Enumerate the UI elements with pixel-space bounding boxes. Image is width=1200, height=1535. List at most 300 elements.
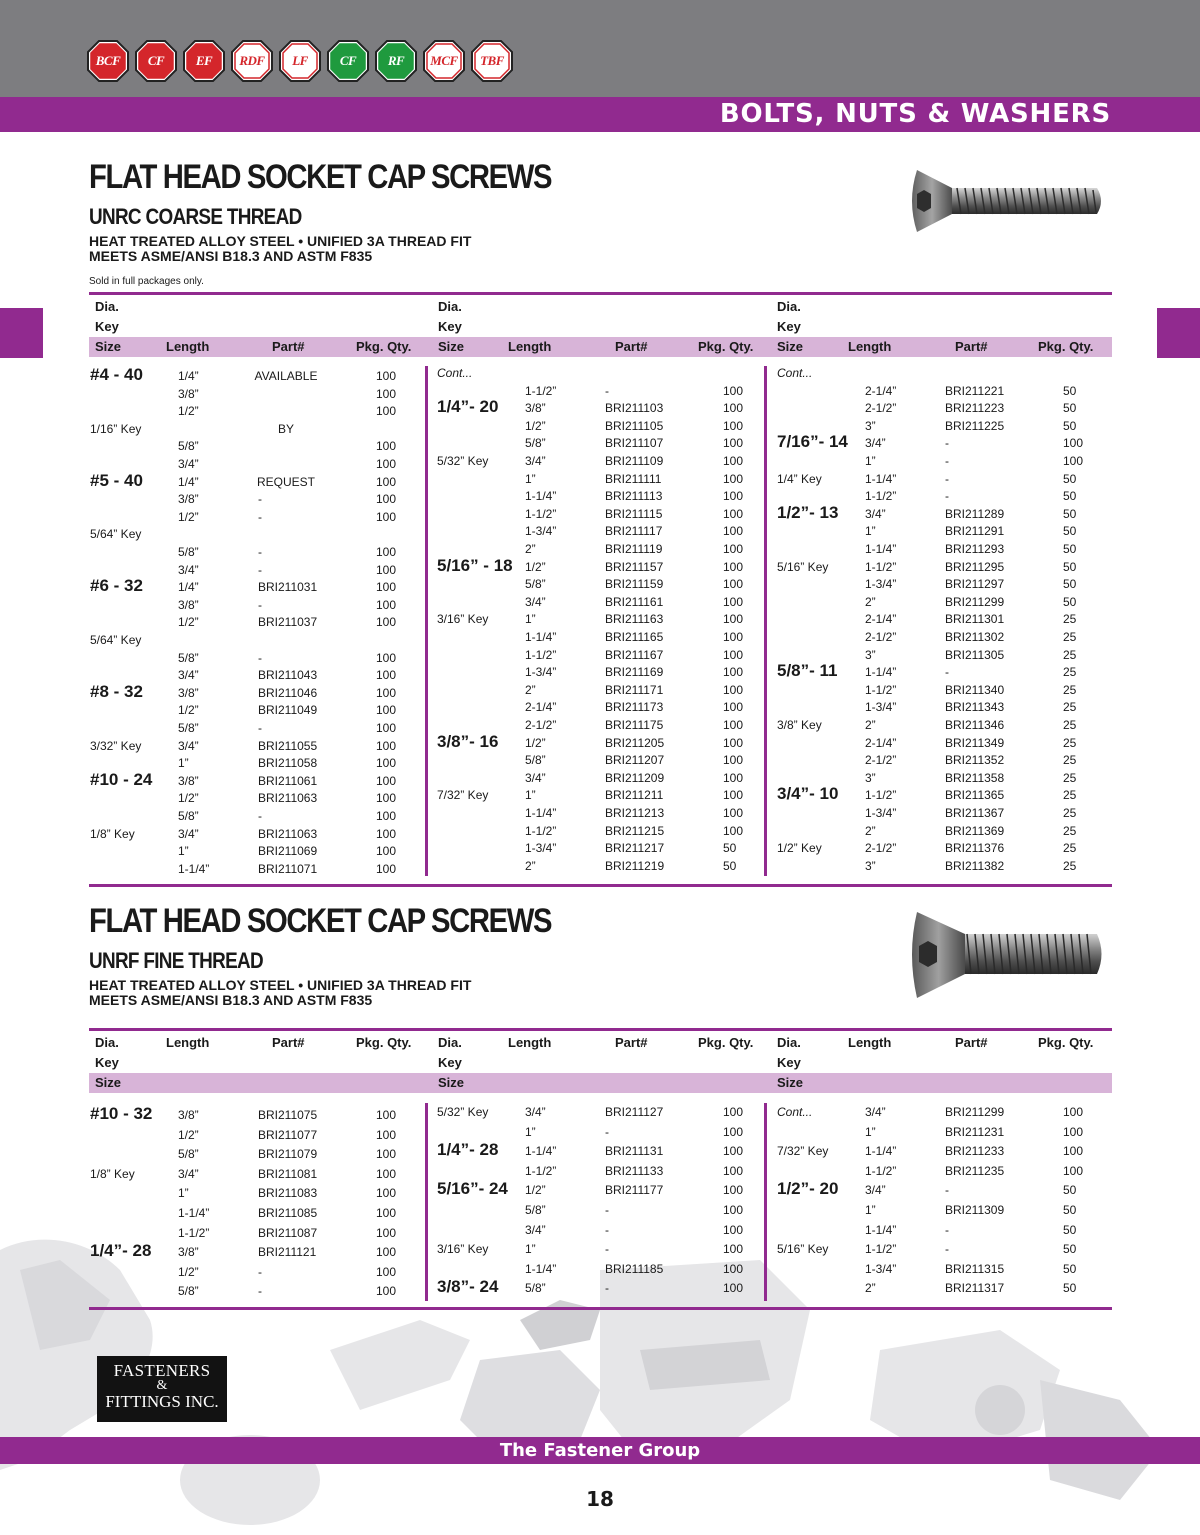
pkg-qty-cell: 50 (1063, 506, 1077, 521)
length-cell: 1-1/4” (865, 1144, 897, 1159)
length-cell: 2-1/4” (865, 612, 897, 627)
length-cell: 3/4” (865, 436, 886, 451)
length-cell: 2-1/2” (865, 753, 897, 768)
length-cell: 2-1/2” (865, 841, 897, 856)
dia-cell: 3/8”- 24 (437, 1277, 499, 1297)
pkg-qty-cell: 100 (376, 791, 397, 806)
length-cell: 3/8” (178, 386, 199, 401)
length-cell: 1-1/4” (525, 806, 557, 820)
pkg-qty-cell: 50 (1063, 1183, 1077, 1198)
pkg-qty-cell: 100 (723, 630, 744, 644)
part-number-cell: BRI211305 (945, 647, 1005, 662)
header-pkg-qty: Pkg. Qty. (698, 339, 754, 354)
pkg-qty-cell: 25 (1063, 735, 1077, 750)
part-number-cell: BRI211213 (605, 806, 665, 820)
length-cell: 5/8” (178, 1284, 199, 1299)
part-number-cell: BRI211167 (605, 647, 664, 662)
category-band (0, 97, 1200, 132)
part-number-cell: BRI211177 (605, 1183, 664, 1198)
part-number-cell: BRI211317 (945, 1281, 1005, 1296)
dia-cell: Cont... (437, 366, 473, 380)
pkg-qty-cell: 100 (376, 580, 397, 595)
dia-cell: 1/8” Key (90, 1166, 135, 1181)
length-cell: 1-1/2” (865, 1163, 897, 1178)
pkg-qty-cell: 100 (723, 383, 744, 398)
length-cell: 1-1/4” (525, 1144, 557, 1159)
pkg-qty-cell: 100 (723, 489, 744, 504)
part-number-cell: BRI211365 (945, 788, 1005, 803)
length-cell: 1-1/2” (525, 383, 557, 398)
pkg-qty-cell: 100 (723, 612, 744, 627)
pkg-qty-cell: 100 (723, 454, 744, 468)
part-number-cell: BRI211161 (605, 594, 664, 609)
length-cell: 5/8” (178, 809, 199, 823)
length-cell: 5/8” (178, 1147, 199, 1162)
pkg-qty-cell: 100 (376, 756, 397, 771)
header-pkg-qty: Pkg. Qty. (698, 1035, 754, 1050)
dia-cell: Cont... (777, 366, 813, 380)
company-logo-line-3: FITTINGS INC. (105, 1392, 219, 1411)
dia-cell: 5/16” Key (777, 559, 829, 574)
part-number-cell: BRI211207 (605, 753, 665, 768)
pkg-qty-cell: 100 (723, 700, 744, 715)
part-number-cell: - (258, 492, 262, 507)
length-cell: 1” (525, 788, 536, 803)
dia-cell: #6 - 32 (90, 576, 143, 596)
header-dia: Dia. (438, 1035, 462, 1050)
length-cell: 1” (178, 756, 189, 771)
brand-logo-text: TBF (480, 53, 504, 68)
brand-logo-badge (230, 39, 274, 83)
length-cell: 1/2” (178, 1264, 199, 1279)
pkg-qty-cell: 100 (723, 1242, 744, 1257)
header-dia: Dia. (95, 299, 119, 314)
dia-cell: 3/8” Key (777, 718, 822, 732)
part-number-cell: BRI211081 (258, 1166, 318, 1181)
length-cell: 1/4” (178, 369, 199, 383)
part-number-cell: BRI211291 (945, 524, 1005, 539)
header-dia: Dia. (777, 299, 801, 314)
length-cell: 1” (525, 471, 536, 486)
header-size: Size (95, 1075, 122, 1090)
fine-top-rule (89, 1028, 1112, 1031)
length-cell: 2” (865, 823, 876, 838)
pkg-qty-cell: 25 (1063, 630, 1077, 644)
part-number-cell: - (258, 562, 262, 577)
length-cell: 5/8” (178, 721, 199, 735)
dia-cell: Cont... (777, 1105, 813, 1119)
length-cell: 1-1/4” (865, 1222, 897, 1237)
length-cell: 1-3/4” (525, 841, 557, 856)
part-number-cell: - (605, 1281, 609, 1296)
pkg-qty-cell: 100 (723, 1281, 744, 1296)
part-number-cell: BRI211103 (605, 401, 664, 416)
category-title: BOLTS, NUTS & WASHERS (719, 99, 1111, 129)
pkg-qty-cell: 100 (1063, 436, 1084, 451)
part-number-cell: BRI211309 (945, 1203, 1005, 1217)
length-cell: 3/4” (525, 454, 546, 468)
part-number-cell: BRI211346 (945, 718, 1005, 732)
length-cell: 1-3/4” (865, 577, 897, 592)
part-number-cell: BRI211233 (945, 1144, 1005, 1159)
part-number-cell: BRI211217 (605, 841, 665, 856)
part-number-cell: BRI211299 (945, 594, 1005, 609)
pkg-qty-cell: 25 (1063, 770, 1077, 785)
dia-cell: 5/16”- 24 (437, 1179, 508, 1199)
length-cell: 2” (865, 1281, 876, 1296)
length-cell: 1-1/4” (865, 471, 897, 486)
part-number-cell: BRI211063 (258, 826, 318, 841)
pkg-qty-cell: 100 (376, 703, 397, 718)
header-part: Part# (955, 1035, 988, 1050)
pkg-qty-cell: 100 (376, 1127, 397, 1142)
part-number-cell: BRI211105 (605, 418, 664, 433)
pkg-qty-cell: 100 (376, 545, 397, 559)
part-number-cell: - (945, 1222, 949, 1237)
part-number-cell: BRI211165 (605, 630, 664, 644)
part-number-cell: - (605, 1222, 609, 1237)
length-cell: 5/8” (525, 1281, 546, 1296)
part-number-cell: - (258, 509, 262, 524)
dia-cell: 1/2”- 20 (777, 1179, 839, 1199)
pkg-qty-cell: 100 (723, 1222, 744, 1237)
length-cell: 1-1/2” (865, 682, 897, 697)
flat-head-screw-image (907, 910, 1107, 1000)
brand-logo-badge (326, 39, 370, 83)
length-cell: 1-1/2” (525, 1163, 557, 1178)
fine-section-subtitle: UNRF FINE THREAD (89, 948, 263, 973)
length-cell: 1-1/4” (178, 1206, 210, 1220)
part-number-cell: - (605, 1124, 609, 1139)
dia-cell: 1/2”- 13 (777, 502, 839, 522)
length-cell: 3/8” (178, 1108, 199, 1122)
part-number-cell: BRI211131 (605, 1144, 664, 1159)
header-key: Key (95, 319, 119, 334)
pkg-qty-cell: 100 (376, 509, 397, 524)
header-part: Part# (615, 1035, 648, 1050)
coarse-bottom-rule (89, 884, 1112, 887)
length-cell: 3/4” (865, 1105, 886, 1119)
length-cell: 5/8” (525, 436, 546, 451)
length-cell: 3/4” (178, 826, 199, 841)
part-number-cell: BRI211117 (605, 524, 663, 539)
header-pkg-qty: Pkg. Qty. (1038, 1035, 1094, 1050)
dia-cell: 3/8”- 16 (437, 731, 499, 751)
part-number-cell: BRI211211 (605, 788, 664, 803)
pkg-qty-cell: 50 (1063, 1222, 1077, 1237)
pkg-qty-cell: 100 (723, 1261, 744, 1276)
length-cell: 5/8” (525, 1203, 546, 1217)
part-number-cell: - (605, 1242, 609, 1257)
length-cell: 3/8” (178, 1245, 199, 1260)
part-number-cell: BRI211369 (945, 823, 1005, 838)
part-number-cell: - (258, 545, 262, 559)
header-size: Size (777, 339, 804, 354)
pkg-qty-cell: 100 (376, 386, 397, 401)
pkg-qty-cell: 50 (1063, 559, 1077, 574)
part-number-cell: BRI211061 (258, 773, 318, 788)
part-number-cell: BRI211302 (945, 630, 1005, 644)
length-cell: 1-1/2” (525, 506, 557, 521)
company-logo (97, 1356, 227, 1422)
pkg-qty-cell: 100 (376, 404, 397, 419)
length-cell: 3/4” (178, 738, 199, 753)
part-number-cell: - (258, 809, 262, 823)
part-number-cell: - (945, 1183, 949, 1198)
pkg-qty-cell: 25 (1063, 665, 1077, 680)
coarse-section-title: FLAT HEAD SOCKET CAP SCREWS (89, 158, 552, 196)
pkg-qty-cell: 100 (723, 524, 744, 539)
length-cell: 5/8” (178, 545, 199, 559)
part-number-cell: BRI211367 (945, 806, 1005, 820)
part-number-cell: BRI211111 (605, 471, 662, 486)
part-number-cell: BRI211209 (605, 770, 665, 785)
length-cell: 5/8” (525, 577, 546, 592)
header-key: Key (777, 319, 801, 334)
dia-cell: 7/16”- 14 (777, 432, 848, 452)
part-number-cell: BRI211157 (605, 559, 664, 574)
length-cell: 2” (865, 718, 876, 732)
length-cell: 1/2” (178, 404, 199, 419)
part-number-cell: BRI211058 (258, 756, 318, 771)
part-number-cell: BRI211173 (605, 700, 664, 715)
pkg-qty-cell: 100 (723, 735, 744, 750)
brand-logo-text: LF (292, 53, 308, 68)
length-cell: 2” (525, 682, 536, 697)
pkg-qty-cell: 25 (1063, 753, 1077, 768)
part-number-cell: BRI211382 (945, 858, 1005, 873)
header-dia: Dia. (777, 1035, 801, 1050)
header-length: Length (508, 1035, 552, 1050)
dia-cell: #8 - 32 (90, 681, 143, 701)
part-number-cell: BRI211159 (605, 577, 664, 592)
pkg-qty-cell: 25 (1063, 700, 1077, 715)
pkg-qty-cell: 100 (723, 823, 744, 838)
dia-cell: 5/16” - 18 (437, 555, 513, 575)
brand-logo-text: BCF (95, 53, 121, 68)
fine-bottom-rule (89, 1307, 1112, 1310)
pkg-qty-cell: 25 (1063, 788, 1077, 803)
length-cell: 1/2” (525, 735, 546, 750)
pkg-qty-cell: 100 (723, 770, 744, 785)
length-cell: 1-1/4” (865, 542, 897, 556)
length-cell: 1” (865, 1124, 876, 1139)
length-cell: 3/4” (178, 668, 199, 683)
dia-cell: 1/4”- 20 (437, 397, 499, 417)
pkg-qty-cell: 100 (723, 506, 744, 521)
packages-note: Sold in full packages only. (89, 276, 204, 287)
part-number-cell: - (258, 1284, 262, 1299)
part-number-cell: - (605, 383, 609, 398)
part-number-cell: BRI211225 (945, 418, 1005, 433)
part-number-cell: BRI211083 (258, 1186, 318, 1201)
length-cell: 1-1/4” (178, 861, 210, 876)
right-side-tab (1157, 308, 1200, 358)
length-cell: 1/2” (178, 509, 199, 524)
dia-cell: 1/4” Key (777, 471, 822, 486)
length-cell: 1/2” (525, 418, 546, 433)
part-number-cell: BRI211315 (945, 1261, 1005, 1276)
length-cell: 2-1/2” (865, 630, 897, 644)
length-cell: 2-1/2” (865, 401, 897, 416)
length-cell: 1/2” (525, 1183, 546, 1198)
dia-cell: #10 - 32 (90, 1104, 153, 1123)
length-cell: 2” (525, 542, 536, 556)
pkg-qty-cell: 100 (723, 577, 744, 592)
pkg-qty-cell: 50 (1063, 1242, 1077, 1257)
part-number-cell: - (945, 454, 949, 468)
length-cell: 3/4” (178, 562, 199, 577)
header-part: Part# (272, 339, 305, 354)
pkg-qty-cell: 100 (723, 1183, 744, 1198)
pkg-qty-cell: 50 (1063, 594, 1077, 609)
brand-logo-text: MCF (430, 53, 458, 68)
pkg-qty-cell: 50 (1063, 383, 1077, 398)
dia-cell: 5/64” Key (90, 527, 142, 542)
length-cell: 1-1/2” (178, 1225, 210, 1240)
length-cell: 3/8” (178, 773, 199, 788)
length-cell: 1” (865, 1203, 876, 1217)
part-number-cell: BY (277, 421, 294, 436)
pkg-qty-cell: 100 (723, 682, 744, 697)
part-number-cell: BRI211043 (258, 668, 318, 683)
length-cell: 1” (525, 612, 536, 627)
part-number-cell: - (945, 665, 949, 680)
coarse-spec-line-1: HEAT TREATED ALLOY STEEL • UNIFIED 3A THREAD FIT (89, 233, 472, 249)
part-number-cell: BRI211163 (605, 612, 664, 627)
pkg-qty-cell: 25 (1063, 841, 1077, 856)
header-pkg-qty: Pkg. Qty. (356, 1035, 412, 1050)
pkg-qty-cell: 100 (723, 1163, 744, 1178)
pkg-qty-cell: 50 (1063, 1281, 1077, 1296)
pkg-qty-cell: 100 (723, 559, 744, 574)
header-length: Length (166, 1035, 210, 1050)
length-cell: 1-1/2” (525, 823, 557, 838)
part-number-cell: BRI211293 (945, 542, 1005, 556)
header-key: Key (777, 1055, 801, 1070)
pkg-qty-cell: 25 (1063, 647, 1077, 662)
part-number-cell: BRI211185 (605, 1261, 664, 1276)
pkg-qty-cell: 100 (723, 718, 744, 732)
pkg-qty-cell: 50 (723, 841, 737, 856)
length-cell: 1” (525, 1124, 536, 1139)
pkg-qty-cell: 100 (723, 471, 744, 486)
part-number-cell: BRI211133 (605, 1163, 664, 1178)
part-number-cell: BRI211358 (945, 770, 1005, 785)
header-key: Key (438, 1055, 462, 1070)
part-number-cell: BRI211113 (605, 489, 663, 504)
length-cell: 1” (178, 1186, 189, 1201)
pkg-qty-cell: 100 (723, 594, 744, 609)
pkg-qty-cell: 100 (376, 1147, 397, 1162)
length-cell: 3/8” (525, 401, 546, 416)
header-dia: Dia. (95, 1035, 119, 1050)
part-number-cell: BRI211352 (945, 753, 1005, 768)
length-cell: 3/4” (525, 770, 546, 785)
length-cell: 1/4” (178, 580, 199, 595)
part-number-cell: BRI211340 (945, 682, 1005, 697)
header-size: Size (777, 1075, 804, 1090)
brand-logo-badge (470, 39, 514, 83)
part-number-cell: BRI211049 (258, 703, 318, 718)
length-cell: 5/8” (178, 439, 199, 454)
length-cell: 3/4” (178, 1166, 199, 1181)
part-number-cell: BRI211205 (605, 735, 665, 750)
brand-logo-badge (374, 39, 418, 83)
part-number-cell: BRI211223 (945, 401, 1005, 416)
length-cell: 1/2” (525, 559, 546, 574)
header-size: Size (95, 339, 122, 354)
length-cell: 3/4” (178, 457, 199, 471)
part-number-cell: BRI211109 (605, 454, 664, 468)
length-cell: 3/8” (178, 597, 199, 612)
pkg-qty-cell: 100 (376, 562, 397, 577)
length-cell: 2-1/4” (865, 383, 897, 398)
dia-cell: 3/32” Key (90, 738, 142, 753)
part-number-cell: BRI211071 (258, 861, 318, 876)
part-number-cell: BRI211215 (605, 823, 665, 838)
part-number-cell: BRI211219 (605, 858, 665, 873)
pkg-qty-cell: 50 (1063, 524, 1077, 539)
brand-logo-text: EF (195, 53, 213, 68)
flat-head-screw-image (907, 168, 1107, 234)
part-number-cell: BRI211235 (945, 1163, 1005, 1178)
dia-cell: 3/16” Key (437, 612, 489, 627)
pkg-qty-cell: 100 (376, 1284, 397, 1299)
length-cell: 5/8” (525, 753, 546, 768)
part-number-cell: BRI211299 (945, 1105, 1005, 1119)
length-cell: 1-1/4” (525, 489, 557, 504)
length-cell: 2” (525, 858, 536, 873)
pkg-qty-cell: 100 (376, 668, 397, 683)
dia-cell: 5/32” Key (437, 1105, 489, 1119)
pkg-qty-cell: 100 (376, 809, 397, 823)
part-number-cell: BRI211343 (945, 700, 1005, 715)
pkg-qty-cell: 100 (376, 492, 397, 507)
fine-spec-line-2: MEETS ASME/ANSI B18.3 AND ASTM F835 (89, 992, 373, 1008)
pkg-qty-cell: 100 (723, 647, 744, 662)
part-number-cell: - (258, 650, 262, 665)
length-cell: 1-3/4” (865, 1261, 897, 1276)
length-cell: 3/4” (525, 594, 546, 609)
pkg-qty-cell: 100 (376, 861, 397, 876)
part-number-cell: - (945, 471, 949, 486)
length-cell: 3/4” (525, 1105, 546, 1119)
dia-cell: 7/32” Key (437, 788, 489, 803)
dia-cell: #4 - 40 (90, 365, 143, 384)
fine-spec-line-1: HEAT TREATED ALLOY STEEL • UNIFIED 3A THREAD FIT (89, 977, 472, 993)
pkg-qty-cell: 100 (1063, 1105, 1084, 1119)
pkg-qty-cell: 25 (1063, 823, 1077, 838)
part-number-cell: BRI211231 (945, 1124, 1005, 1139)
part-number-cell: - (258, 721, 262, 735)
length-cell: 1/2” (178, 703, 199, 718)
part-number-cell: BRI211063 (258, 791, 318, 806)
pkg-qty-cell: 100 (376, 1264, 397, 1279)
part-number-cell: BRI211119 (605, 542, 663, 556)
brand-logo-badge (134, 39, 178, 83)
length-cell: 3/4” (865, 1183, 886, 1198)
length-cell: 1” (525, 1242, 536, 1257)
pkg-qty-cell: 50 (1063, 577, 1077, 592)
header-size: Size (438, 1075, 465, 1090)
length-cell: 5/8” (178, 650, 199, 665)
dia-cell: 5/8”- 11 (777, 661, 838, 681)
brand-logo-badge (86, 39, 130, 83)
part-number-cell: BRI211077 (258, 1127, 318, 1142)
pkg-qty-cell: 100 (723, 753, 744, 768)
column-divider (425, 366, 428, 876)
